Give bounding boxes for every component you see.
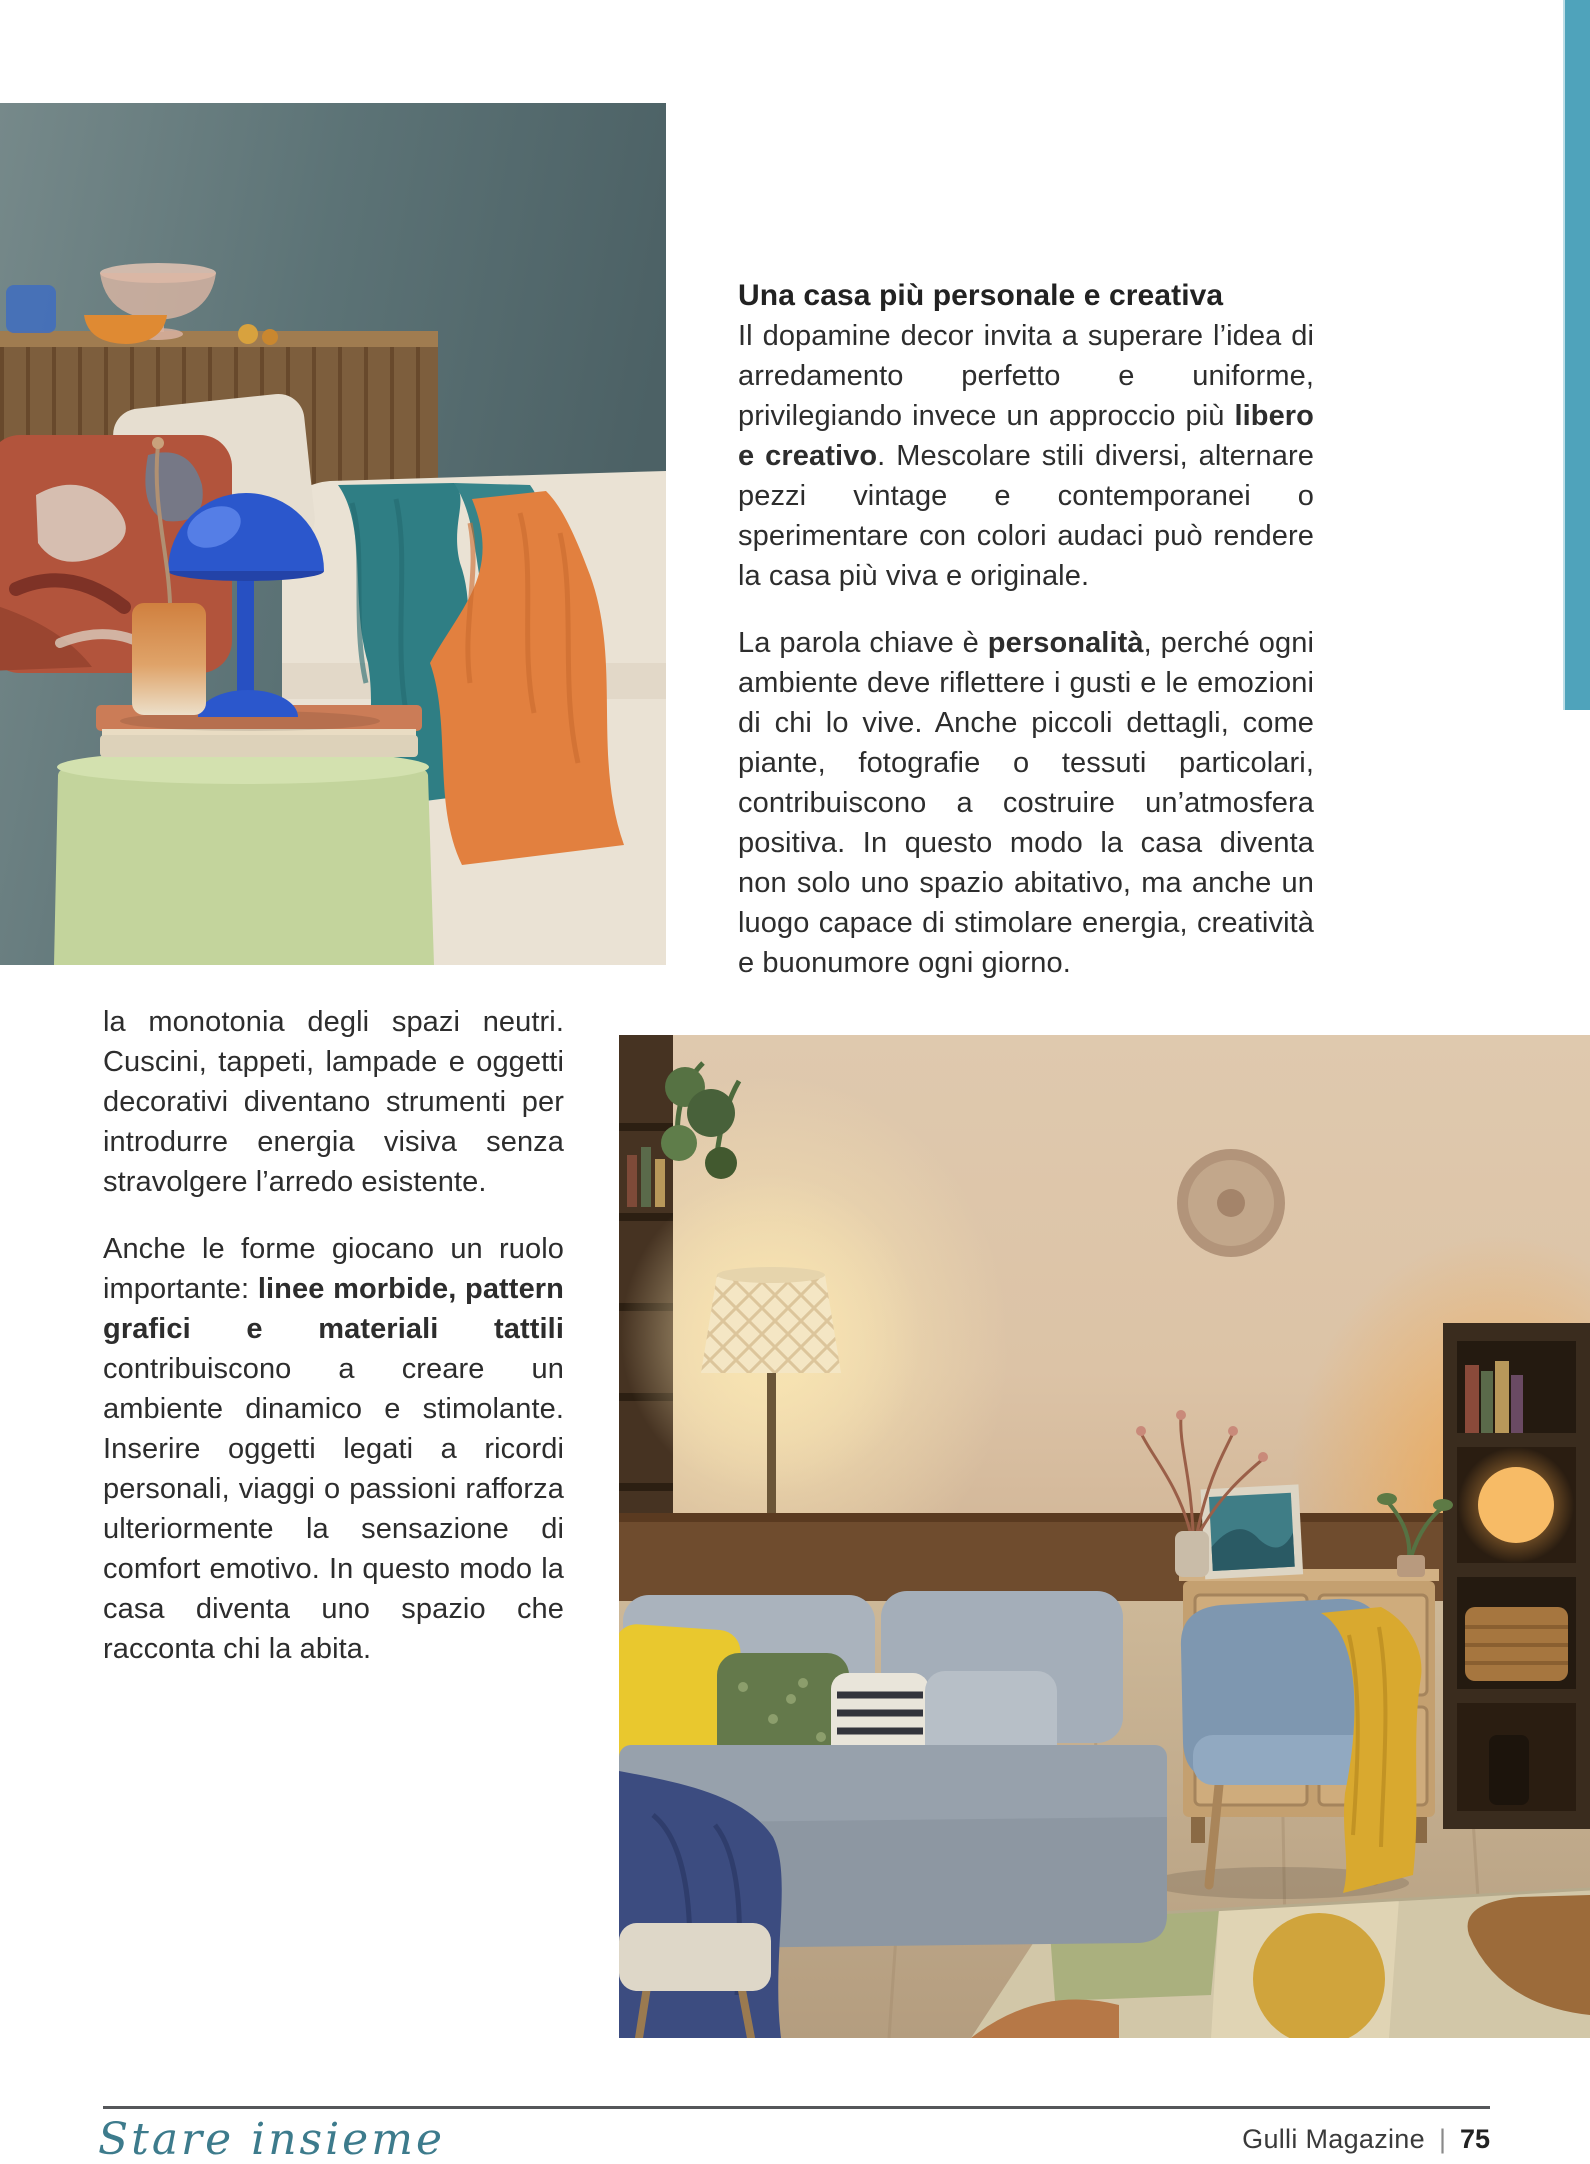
wall-plate	[1177, 1149, 1285, 1257]
accent-sidebar	[1563, 0, 1590, 710]
photo-living-room	[619, 1035, 1590, 2038]
magazine-name: Gulli Magazine	[1242, 2124, 1425, 2154]
paragraph: Il dopamine decor invita a superare l’idea di arredamento perfetto e uniforme, privilegiando invece un approccio più libero e creativo. Mescolare stili diversi, alternare pezzi vintage e contemporanei o sperimentare con colori audaci può rendere la casa più viva e originale.	[738, 320, 1315, 592]
footer-section-title: Stare insieme	[98, 2114, 445, 2164]
photo-living-room-illustration	[619, 1035, 1590, 2038]
paragraph: La parola chiave è personalità, perché ogni ambiente deve riflettere i gusti e le emozioni di chi lo vive. Anche piccoli dettagli, come piante, fotografie o tessuti particolari, contribuiscono a costruire un’atmosfera positiva. In questo modo la casa diventa non solo uno spazio abitativo, ma anche un luogo capace di stimolare energia, creatività e buonumore ogni giorno.	[738, 627, 1314, 979]
article-column-right	[738, 276, 1314, 983]
side-table	[54, 705, 434, 965]
leaning-artwork	[1201, 1484, 1304, 1579]
footer-divider	[103, 2106, 1490, 2109]
paragraph: la monotonia degli spazi neutri. Cuscini, tappeti, lampade e oggetti decorativi diventano strumenti per introdurre energia visiva senza stravolgere l’arredo esistente.	[103, 1006, 564, 1198]
article-column-left	[103, 1002, 564, 1669]
section-heading: Una casa più personale e creativa	[738, 279, 1224, 312]
paragraph: Anche le forme giocano un ruolo importante: linee morbide, pattern grafici e materiali tattili contribuiscono a creare un ambiente dinamico e stimolante. Inserire oggetti legati a ricordi personali, viaggi o passioni rafforza ulteriormente la sensazione di comfort emotivo. In questo modo la casa diventa uno spazio che racconta chi la abita.	[103, 1233, 564, 1665]
shelving-unit	[1443, 1323, 1590, 1829]
photo-lamp-stilllife	[0, 103, 666, 965]
footer-page-info	[1242, 2124, 1490, 2155]
shelf-lamp	[1478, 1467, 1554, 1543]
footer-separator: |	[1438, 2124, 1446, 2154]
photo-lamp-stilllife-illustration	[0, 103, 666, 965]
page-number: 75	[1459, 2124, 1490, 2154]
